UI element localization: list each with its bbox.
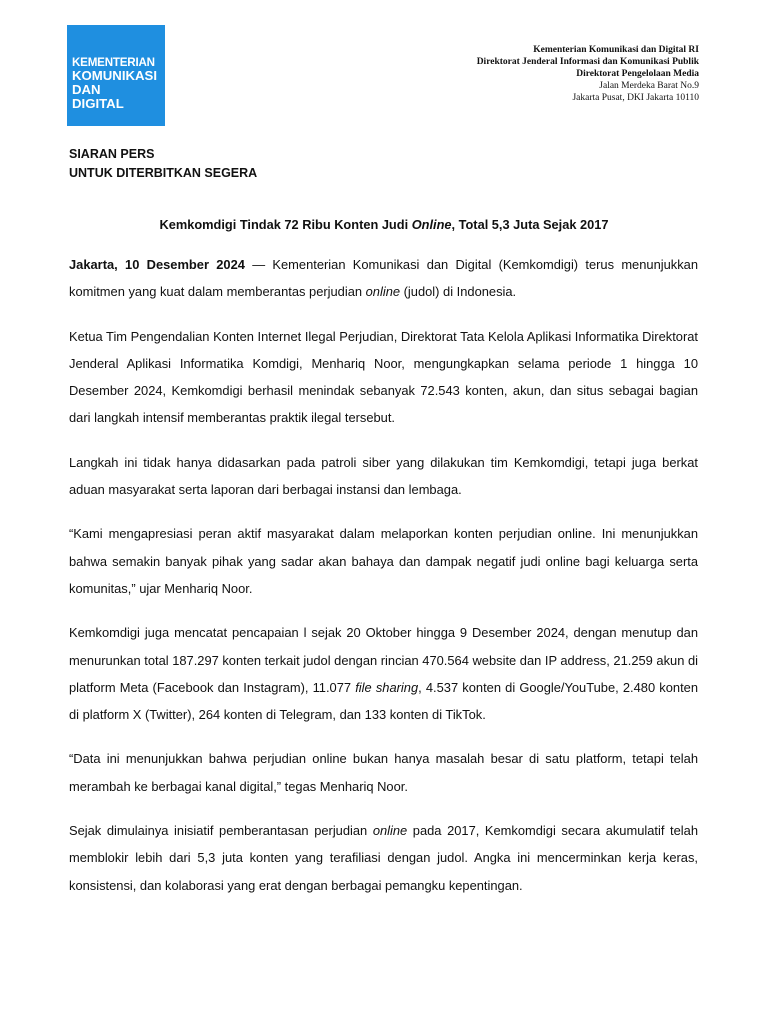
letterhead-directorate-general: Direktorat Jenderal Informasi dan Komunikasi Publik [476, 57, 699, 67]
logo-line-1: KEMENTERIAN [72, 56, 155, 69]
paragraph-1 [69, 251, 698, 306]
paragraph-3: Langkah ini tidak hanya didasarkan pada patroli siber yang dilakukan tim Kemkomdigi, tetapi juga berkat aduan masyarakat serta laporan dari berbagai instansi dan lembaga. [69, 454, 698, 498]
logo-text [72, 56, 157, 111]
letterhead-ministry: Kementerian Komunikasi dan Digital RI [533, 45, 699, 55]
paragraph-2: Ketua Tim Pengendalian Konten Internet Ilegal Perjudian, Direktorat Tata Kelola Aplikasi Informatika Direktorat Jenderal Aplikasi Informatika Komdigi, Menhariq Noor, mengungkapkan selama periode 1 hingga 10 Desember 2024, Kemkomdigi berhasil menindak sebanyak 72.543 konten, akun, dan situs sebagai bagian dari langkah intensif memberantas praktik ilegal tersebut. [69, 328, 698, 426]
letterhead-address [477, 44, 699, 104]
dateline: Jakarta, 10 Desember 2024 [69, 257, 245, 272]
letterhead-city: Jakarta Pusat, DKI Jakarta 10110 [572, 93, 699, 103]
press-release-title [0, 217, 768, 232]
title-italic: Online [411, 217, 452, 232]
article-body [69, 251, 698, 916]
paragraph-5-text-b: , 4.537 konten di Google/YouTube, 2.480 konten di platform X (Twitter), 264 konten di Telegram, dan 133 konten di TikTok. [69, 679, 698, 723]
release-heading [69, 145, 257, 183]
logo-line-4: DIGITAL [72, 96, 124, 111]
paragraph-1-text-a: — Kementerian Komunikasi dan Digital (Kemkomdigi) terus menunjukkan komitmen yang kuat dalam memberantas perjudian [69, 257, 699, 300]
paragraph-5 [69, 619, 698, 728]
paragraph-7-text-b: pada 2017, Kemkomdigi secara akumulatif telah memblokir lebih dari 5,3 juta konten yang terafiliasi dengan judol. Angka ini mencerminkan kerja keras, konsistensi, dan kolaborasi yang erat dengan berbagai pemangku kepentingan. [69, 823, 698, 893]
paragraph-1-italic: online [365, 284, 401, 300]
release-type: SIARAN PERS [69, 147, 155, 161]
paragraph-7 [69, 817, 698, 899]
letterhead-directorate: Direktorat Pengelolaan Media [576, 69, 699, 79]
paragraph-6: “Data ini menunjukkan bahwa perjudian online bukan hanya masalah besar di satu platform, tetapi telah merambah ke berbagai kanal digital,” tegas Menhariq Noor. [69, 751, 698, 794]
paragraph-1-text-b: (judol) di Indonesia. [400, 284, 517, 300]
title-part-2: , Total 5,3 Juta Sejak 2017 [451, 217, 609, 232]
paragraph-7-text-a: Sejak dimulainya inisiatif pemberantasan perjudian [69, 823, 373, 839]
title-part-1: Kemkomdigi Tindak 72 Ribu Konten Judi [159, 217, 412, 232]
paragraph-4: “Kami mengapresiasi peran aktif masyarakat dalam melaporkan konten perjudian online. Ini menunjukkan bahwa semakin banyak pihak yang sadar akan bahaya dan dampak negatif judi online bagi keluarga serta komunitas,” ujar Menhariq Noor. [69, 526, 698, 596]
ministry-logo [67, 25, 165, 126]
logo-line-3: DAN [72, 82, 101, 97]
release-embargo: UNTUK DITERBITKAN SEGERA [69, 166, 258, 180]
paragraph-5-text-a: Kemkomdigi juga mencatat pencapaian l sejak 20 Oktober hingga 9 Desember 2024, dengan menutup dan menurunkan total 187.297 konten terkait judol dengan rincian 470.564 website dan IP address, 21.259 akun di platform Meta (Facebook dan Instagram), 11.077 [69, 625, 698, 695]
logo-line-2: KOMUNIKASI [72, 68, 157, 83]
paragraph-5-italic: file sharing [355, 679, 419, 695]
letterhead-street: Jalan Merdeka Barat No.9 [599, 81, 699, 91]
paragraph-7-italic: online [372, 823, 408, 839]
